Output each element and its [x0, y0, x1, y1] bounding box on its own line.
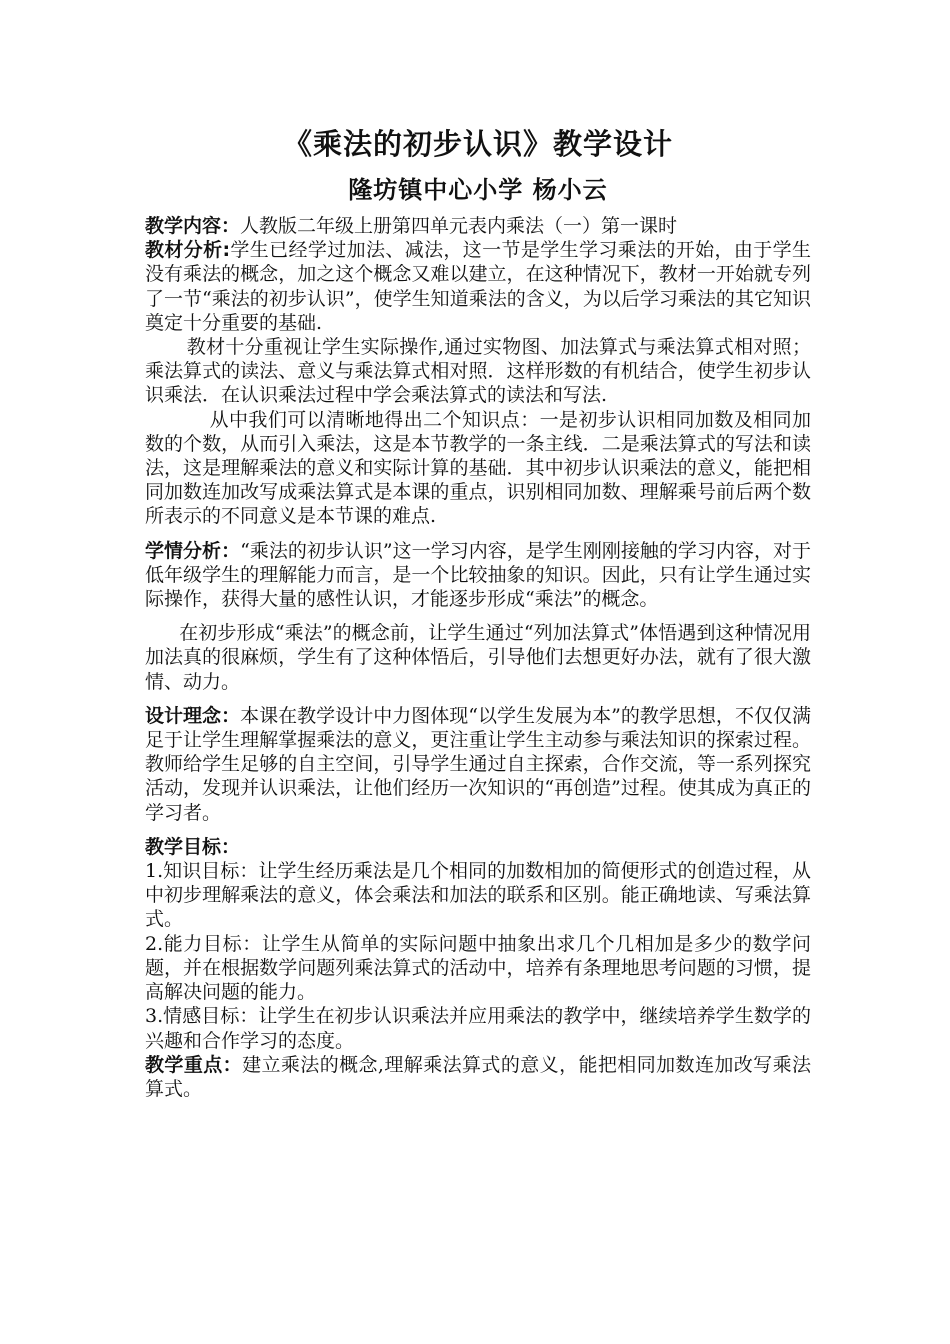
- student-analysis-text: “乘法的初步认识”这一学习内容，是学生刚刚接触的学习内容，对于低年级学生的理解能力而言，是一个比较抽象的知识。因此，只有让学生通过实际操作，获得大量的感性认识，才能逐步形成“乘法”的概念。: [145, 539, 811, 611]
- textbook-analysis: [145, 238, 811, 335]
- design-concept-text: 本课在教学设计中力图体现“以学生发展为本”的教学思想，不仅仅满足于让学生理解掌握乘法的意义，更注重让学生主动参与乘法知识的探索过程。教师给学生足够的自主空间，引导学生通过自主探索，合作交流，等一系列探究活动，发现并认识乘法，让他们经历一次知识的“再创造”过程。使其成为真正的学习者。: [145, 704, 811, 824]
- document-page: [145, 118, 811, 1101]
- goal-ability: 2.能力目标：让学生从简单的实际问题中抽象出求几个几相加是多少的数学问题，并在根据数学问题列乘法算式的活动中，培养有条理地思考问题的习惯，提高解决问题的能力。: [145, 932, 811, 1004]
- teaching-focus-text: 建立乘法的概念,理解乘法算式的意义，能把相同加数连加改写乘法算式。: [145, 1053, 811, 1100]
- document-title: 《乘法的初步认识》教学设计: [282, 127, 673, 161]
- teaching-focus: [145, 1053, 811, 1101]
- goal-knowledge: 1.知识目标：让学生经历乘法是几个相同的加数相加的简便形式的创造过程，从中初步理解乘法的意义，体会乘法和加法的联系和区别。能正确地读、写乘法算式。: [145, 860, 811, 931]
- teaching-goals-label: 教学目标：: [145, 835, 241, 858]
- student-paragraph-2: 在初步形成“乘法”的概念前，让学生通过“列加法算式”体悟遇到这种情况用加法真的很麻烦，学生有了这种体悟后，引导他们去想更好办法，就有了很大激情、动力。: [145, 622, 811, 693]
- textbook-analysis-label: 教材分析:: [145, 239, 231, 262]
- teaching-content-text: 人教版二年级上册第四单元表内乘法（一）第一课时: [240, 215, 678, 237]
- textbook-paragraph-2: 教材十分重视让学生实际操作,通过实物图、加法算式与乘法算式相对照；乘法算式的读法、意义与乘法算式相对照．这样形数的有机结合，使学生初步认识乘法．在认识乘法过程中学会乘法算式的读法和写法.: [145, 336, 811, 407]
- design-concept: [145, 704, 811, 825]
- teaching-content-label: 教学内容：: [145, 215, 241, 237]
- textbook-analysis-text: 学生已经学过加法、减法，这一节是学生学习乘法的开始，由于学生没有乘法的概念，加之这个概念又难以建立，在这种情况下，教材一开始就专列了一节“乘法的初步认识”，使学生知道乘法的含义，为以后学习乘法的其它知识奠定十分重要的基础.: [145, 239, 811, 334]
- teaching-content: [145, 214, 811, 238]
- goal-emotion: 3.情感目标：让学生在初步认识乘法并应用乘法的教学中，继续培养学生数学的兴趣和合作学习的态度。: [145, 1005, 811, 1052]
- student-analysis: [145, 539, 811, 612]
- document-author: 隆坊镇中心小学 杨小云: [348, 176, 608, 204]
- textbook-paragraph-3: 从中我们可以清晰地得出二个知识点：一是初步认识相同加数及相同加数的个数，从而引入乘法，这是本节教学的一条主线．二是乘法算式的写法和读法，这是理解乘法的意义和实际计算的基础．其中初步认识乘法的意义，能把相同加数连加改写成乘法算式是本课的重点，识别相同加数、理解乘号前后两个数所表示的不同意义是本节课的难点.: [145, 408, 811, 528]
- design-concept-label: 设计理念：: [145, 704, 241, 727]
- student-analysis-label: 学情分析：: [145, 539, 241, 562]
- teaching-focus-label: 教学重点：: [145, 1053, 243, 1076]
